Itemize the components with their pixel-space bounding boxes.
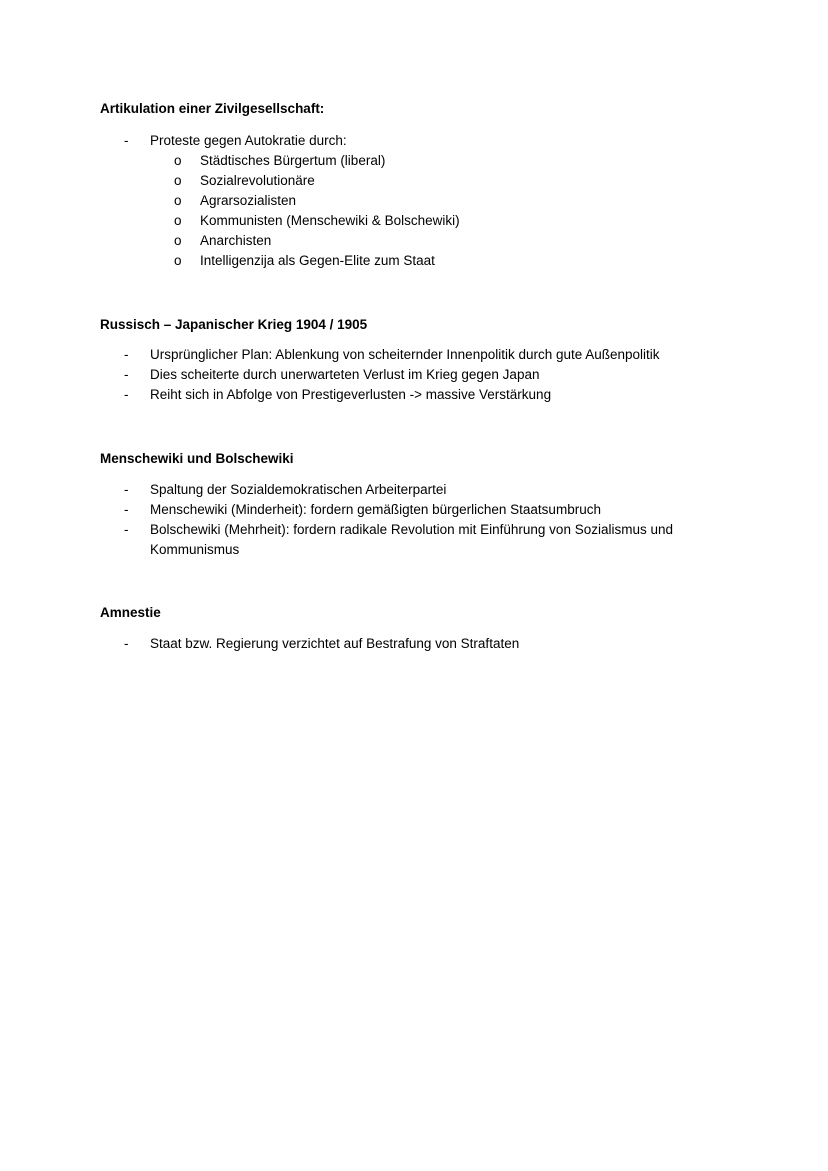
sub-list-item-text: Anarchisten: [200, 233, 272, 248]
circle-bullet: o: [174, 153, 182, 168]
list-item-text: Staat bzw. Regierung verzichtet auf Bestrafung von Straftaten: [150, 636, 520, 651]
circle-bullet: o: [174, 253, 182, 268]
sub-list-item-text: Kommunisten (Menschewiki & Bolschewiki): [200, 213, 460, 228]
section-heading-menschewiki: Menschewiki und Bolschewiki: [100, 451, 294, 466]
list-item-text: Bolschewiki (Mehrheit): fordern radikale Revolution mit Einführung von Sozialismus und: [150, 522, 673, 537]
list-item-text: Reiht sich in Abfolge von Prestigeverlusten -> massive Verstärkung: [150, 387, 552, 402]
list-item-text: Proteste gegen Autokratie durch:: [150, 133, 347, 148]
section-heading-krieg: Russisch – Japanischer Krieg 1904 / 1905: [100, 317, 368, 332]
dash-bullet: -: [124, 133, 129, 148]
sub-list-item-text: Agrarsozialisten: [200, 193, 297, 208]
dash-bullet: -: [124, 347, 129, 362]
dash-bullet: -: [124, 367, 129, 382]
dash-bullet: -: [124, 387, 129, 402]
dash-bullet: -: [124, 522, 129, 537]
sub-list-item-text: Städtisches Bürgertum (liberal): [200, 153, 386, 168]
list-item-text: Spaltung der Sozialdemokratischen Arbeiterpartei: [150, 482, 447, 497]
sub-list-item-text: Sozialrevolutionäre: [200, 173, 315, 188]
sub-list-item-text: Intelligenzija als Gegen-Elite zum Staat: [200, 253, 435, 268]
list-item-text: Menschewiki (Minderheit): fordern gemäßigten bürgerlichen Staatsumbruch: [150, 502, 601, 517]
circle-bullet: o: [174, 193, 182, 208]
list-item-text: Kommunismus: [150, 542, 240, 557]
dash-bullet: -: [124, 636, 129, 651]
list-item-text: Ursprünglicher Plan: Ablenkung von scheiternder Innenpolitik durch gute Außenpolitik: [150, 347, 660, 362]
list-item-text: Dies scheiterte durch unerwarteten Verlust im Krieg gegen Japan: [150, 367, 540, 382]
section-heading-amnestie: Amnestie: [100, 605, 161, 620]
circle-bullet: o: [174, 233, 182, 248]
dash-bullet: -: [124, 482, 129, 497]
dash-bullet: -: [124, 502, 129, 517]
section-heading-zivilgesellschaft: Artikulation einer Zivilgesellschaft:: [100, 101, 325, 116]
circle-bullet: o: [174, 173, 182, 188]
circle-bullet: o: [174, 213, 182, 228]
